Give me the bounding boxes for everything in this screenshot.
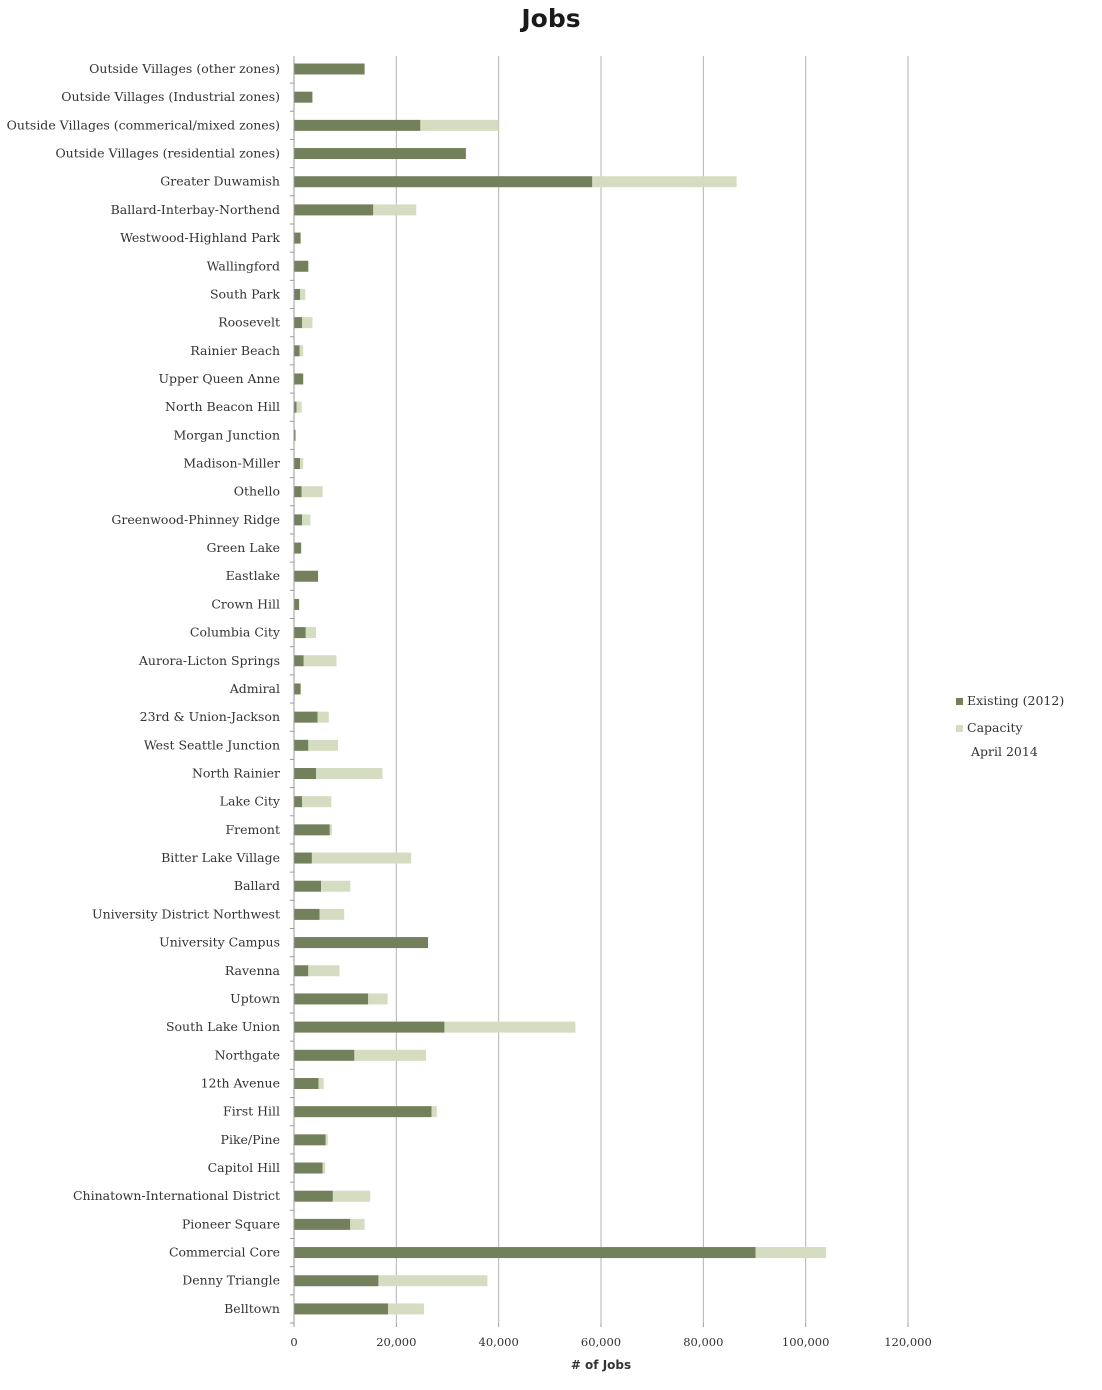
bar-existing: [294, 543, 301, 554]
category-label: West Seattle Junction: [143, 737, 280, 753]
x-tick-label: 120,000: [884, 1335, 932, 1349]
category-label: Crown Hill: [211, 596, 280, 612]
x-tick-label: 20,000: [376, 1335, 417, 1349]
bar-existing: [294, 599, 299, 610]
category-label: North Rainier: [191, 765, 280, 781]
bar-capacity: [330, 824, 332, 835]
legend-label-capacity: Capacity: [967, 720, 1023, 735]
category-label: Ballard-Interbay-Northend: [110, 201, 280, 217]
bar-capacity: [316, 768, 383, 779]
bar-capacity: [388, 1303, 424, 1314]
x-tick-label: 40,000: [478, 1335, 519, 1349]
bar-existing: [294, 1134, 326, 1145]
bar-existing: [294, 345, 300, 356]
category-label: Othello: [233, 483, 280, 499]
category-label: North Beacon Hill: [165, 399, 280, 415]
bar-existing: [294, 937, 428, 948]
bar-existing: [294, 148, 466, 159]
category-label: Bitter Lake Village: [161, 850, 280, 866]
bar-existing: [294, 120, 420, 131]
bar-capacity: [333, 1191, 370, 1202]
legend-swatch-existing: [956, 698, 963, 705]
category-label: University District Northwest: [92, 906, 280, 922]
category-label: Greenwood-Phinney Ridge: [111, 511, 280, 527]
category-label: Denny Triangle: [182, 1272, 280, 1288]
category-label: Westwood-Highland Park: [120, 230, 280, 246]
category-label: University Campus: [159, 934, 280, 950]
bar-capacity: [321, 881, 350, 892]
bar-existing: [294, 740, 308, 751]
bar-capacity: [756, 1247, 827, 1258]
bar-capacity: [308, 740, 338, 751]
bar-existing: [294, 458, 300, 469]
bar-capacity: [302, 317, 312, 328]
category-label: Chinatown-International District: [72, 1188, 280, 1204]
bar-existing: [294, 824, 330, 835]
bar-capacity: [378, 1275, 487, 1286]
category-label: Greater Duwamish: [160, 173, 280, 189]
category-label: 12th Avenue: [200, 1075, 280, 1091]
category-label: Outside Villages (commerical/mixed zones): [6, 117, 280, 133]
bar-capacity: [304, 655, 337, 666]
legend-swatch-capacity: [956, 725, 963, 732]
category-label: Roosevelt: [218, 314, 280, 330]
bar-existing: [294, 486, 302, 497]
bar-capacity: [350, 1219, 364, 1230]
bar-capacity: [300, 345, 304, 356]
category-label: Ballard: [233, 878, 280, 894]
bar-capacity: [432, 1106, 437, 1117]
category-label: Fremont: [225, 821, 280, 837]
x-tick-label: 80,000: [683, 1335, 724, 1349]
bar-existing: [294, 1163, 323, 1174]
x-tick-label: 0: [290, 1335, 298, 1349]
bar-existing: [294, 289, 300, 300]
bar-existing: [294, 796, 302, 807]
bar-existing: [294, 1247, 756, 1258]
category-label: Belltown: [224, 1300, 280, 1316]
category-label: Lake City: [219, 793, 280, 809]
bar-capacity: [300, 289, 305, 300]
category-label: South Park: [209, 286, 280, 302]
category-label: Admiral: [229, 680, 280, 696]
bar-capacity: [323, 1163, 326, 1174]
category-label: Wallingford: [206, 258, 280, 274]
bar-capacity: [320, 909, 345, 920]
bar-existing: [294, 683, 301, 694]
category-label: Outside Villages (residential zones): [55, 145, 280, 161]
bar-existing: [294, 993, 368, 1004]
bar-capacity: [592, 176, 736, 187]
legend: [956, 693, 1064, 759]
bar-existing: [294, 768, 316, 779]
bar-capacity: [302, 514, 310, 525]
bar-existing: [294, 1106, 432, 1117]
bar-existing: [294, 881, 321, 892]
bar-capacity: [300, 458, 303, 469]
category-label: Commercial Core: [168, 1244, 280, 1260]
bar-capacity: [354, 1050, 426, 1061]
bar-existing: [294, 176, 592, 187]
y-axis-labels: [7, 61, 294, 1323]
category-label: Columbia City: [189, 624, 280, 640]
bar-existing: [294, 909, 320, 920]
chart-title: Jobs: [521, 4, 581, 33]
bar-existing: [294, 655, 304, 666]
category-label: Rainier Beach: [190, 342, 280, 358]
bar-existing: [294, 233, 301, 244]
category-label: 23rd & Union-Jackson: [139, 709, 280, 725]
bar-existing: [294, 1022, 444, 1033]
category-label: First Hill: [223, 1103, 280, 1119]
bar-existing: [294, 1303, 388, 1314]
category-label: Pike/Pine: [220, 1131, 280, 1147]
bar-existing: [294, 853, 312, 864]
category-label: Eastlake: [225, 568, 280, 584]
bar-capacity: [308, 965, 339, 976]
bar-existing: [294, 317, 302, 328]
bar-capacity: [326, 1134, 328, 1145]
bar-capacity: [306, 627, 316, 638]
bar-existing: [294, 1078, 319, 1089]
category-label: Morgan Junction: [173, 427, 280, 443]
bar-existing: [294, 1191, 333, 1202]
x-axis-title: # of Jobs: [570, 1358, 632, 1372]
bars: [294, 64, 826, 1315]
bar-existing: [294, 1275, 378, 1286]
bar-existing: [294, 373, 303, 384]
bar-capacity: [297, 402, 302, 413]
x-axis-tick-labels: [290, 1323, 931, 1349]
bar-existing: [294, 965, 308, 976]
bar-capacity: [444, 1022, 575, 1033]
category-label: Northgate: [214, 1047, 280, 1063]
category-label: Aurora-Licton Springs: [138, 652, 280, 668]
bar-existing: [294, 571, 318, 582]
x-tick-label: 60,000: [580, 1335, 622, 1349]
category-label: Outside Villages (Industrial zones): [61, 89, 280, 105]
bar-capacity: [312, 853, 411, 864]
category-label: Green Lake: [206, 540, 280, 556]
bar-existing: [294, 64, 365, 75]
gridlines: [396, 56, 908, 1323]
legend-note: April 2014: [971, 744, 1038, 759]
bar-existing: [294, 514, 302, 525]
bar-existing: [294, 1219, 350, 1230]
bar-existing: [294, 627, 306, 638]
bar-existing: [294, 204, 373, 215]
category-label: Upper Queen Anne: [158, 370, 280, 386]
bar-existing: [294, 261, 308, 272]
bar-existing: [294, 1050, 354, 1061]
category-label: Outside Villages (other zones): [89, 61, 280, 76]
category-label: Madison-Miller: [183, 455, 280, 471]
category-label: South Lake Union: [165, 1019, 280, 1035]
category-label: Capitol Hill: [207, 1160, 280, 1176]
bar-capacity: [302, 486, 323, 497]
category-label: Uptown: [230, 990, 280, 1006]
category-label: Ravenna: [224, 962, 280, 978]
bar-capacity: [368, 993, 387, 1004]
bar-existing: [294, 92, 312, 103]
bar-capacity: [373, 204, 416, 215]
bar-existing: [294, 712, 318, 723]
legend-label-existing: Existing (2012): [967, 693, 1065, 708]
bar-capacity: [318, 712, 329, 723]
category-label: Pioneer Square: [181, 1216, 280, 1232]
x-tick-label: 100,000: [781, 1335, 830, 1349]
bar-capacity: [302, 796, 331, 807]
bar-capacity: [319, 1078, 324, 1089]
bar-capacity: [420, 120, 498, 131]
